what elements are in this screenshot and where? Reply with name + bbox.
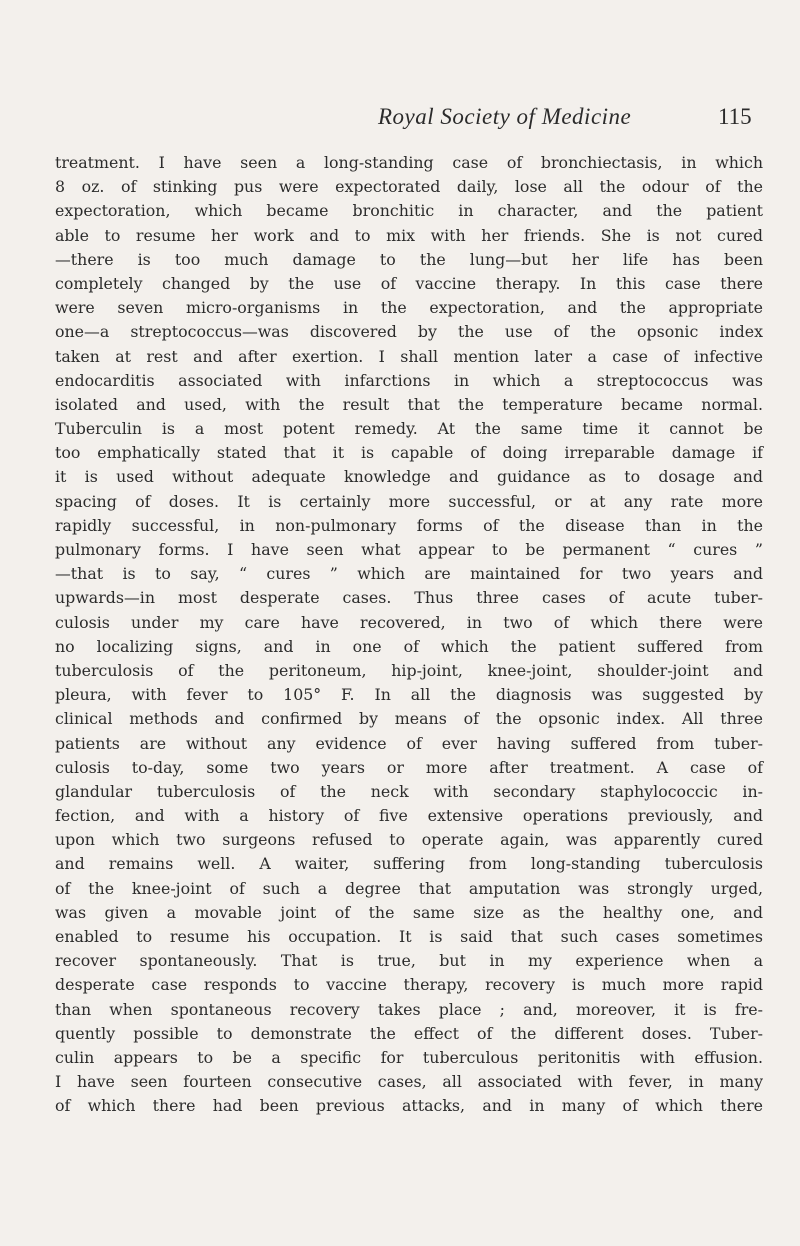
text-line: no localizing signs, and in one of which the patient suffered from xyxy=(55,636,763,656)
text-line: one—a streptococcus—was discovered by the use of the opsonic index xyxy=(55,322,763,342)
text-line: pleura, with fever to 105° F. In all the diagnosis was suggested by xyxy=(55,685,763,705)
text-line: pulmonary forms. I have seen what appear to be permanent “ cures ” xyxy=(55,540,763,559)
text-line: than when spontaneous recovery takes place ; and, moreover, it is fre- xyxy=(55,999,763,1019)
text-line: treatment. I have seen a long-standing case of bronchiectasis, in which xyxy=(55,153,763,172)
text-line: desperate case responds to vaccine therapy, recovery is much more rapid xyxy=(55,975,763,995)
text-line: culosis to-day, some two years or more after treatment. A case of xyxy=(55,757,763,777)
text-line: glandular tuberculosis of the neck with secondary staphylococcic in- xyxy=(55,781,763,801)
page-number: 115 xyxy=(718,104,752,129)
text-line: Tuberculin is a most potent remedy. At the same time it cannot be xyxy=(55,419,763,439)
text-line: too emphatically stated that it is capable of doing irreparable damage if xyxy=(55,443,763,463)
text-line: isolated and used, with the result that the temperature became normal. xyxy=(55,394,763,414)
text-line: patients are without any evidence of ever having suffered from tuber- xyxy=(55,733,763,753)
text-line: upon which two surgeons refused to operate again, was apparently cured xyxy=(55,830,763,850)
text-line: was given a movable joint of the same size as the healthy one, and xyxy=(55,902,763,922)
text-line: tuberculosis of the peritoneum, hip-joint, knee-joint, shoulder-joint and xyxy=(55,660,763,680)
text-line: recover spontaneously. That is true, but in my experience when a xyxy=(55,951,763,971)
text-line: —that is to say, “ cures ” which are maintained for two years and xyxy=(55,564,763,584)
text-line: upwards—in most desperate cases. Thus three cases of acute tuber- xyxy=(55,588,763,608)
text-line: endocarditis associated with infarctions in which a streptococcus was xyxy=(55,370,763,390)
text-line: and remains well. A waiter, suffering from long-standing tuberculosis xyxy=(55,854,763,874)
text-line: I have seen fourteen consecutive cases, all associated with fever, in many xyxy=(55,1072,763,1092)
text-line: fection, and with a history of five extensive operations previously, and xyxy=(55,806,763,826)
text-line: expectoration, which became bronchitic in character, and the patient xyxy=(55,201,763,221)
text-line: it is used without adequate knowledge and guidance as to dosage and xyxy=(55,467,763,487)
text-line: of the knee-joint of such a degree that amputation was strongly urged, xyxy=(55,878,763,898)
text-line: were seven micro-organisms in the expectoration, and the appropriate xyxy=(55,298,763,318)
body-text xyxy=(55,151,763,1119)
text-line: culosis under my care have recovered, in two of which there were xyxy=(55,612,763,632)
running-title: Royal Society of Medicine xyxy=(378,104,632,129)
text-line: enabled to resume his occupation. It is said that such cases sometimes xyxy=(55,927,763,946)
text-line: spacing of doses. It is certainly more successful, or at any rate more xyxy=(55,491,763,511)
text-line: able to resume her work and to mix with her friends. She is not cured xyxy=(55,225,763,245)
page-header xyxy=(0,104,800,144)
text-line: 8 oz. of stinking pus were expectorated daily, lose all the odour of the xyxy=(55,177,763,197)
text-line: quently possible to demonstrate the effect of the different doses. Tuber- xyxy=(55,1023,763,1043)
text-line: taken at rest and after exertion. I shall mention later a case of infective xyxy=(55,346,763,366)
text-line: of which there had been previous attacks, and in many of which there xyxy=(55,1096,763,1116)
text-line: completely changed by the use of vaccine therapy. In this case there xyxy=(55,273,763,293)
text-line: —there is too much damage to the lung—but her life has been xyxy=(55,249,763,269)
text-line: culin appears to be a specific for tuberculous peritonitis with effusion. xyxy=(55,1047,763,1067)
text-line: clinical methods and confirmed by means of the opsonic index. All three xyxy=(55,709,763,729)
text-line: rapidly successful, in non-pulmonary forms of the disease than in the xyxy=(55,515,763,535)
